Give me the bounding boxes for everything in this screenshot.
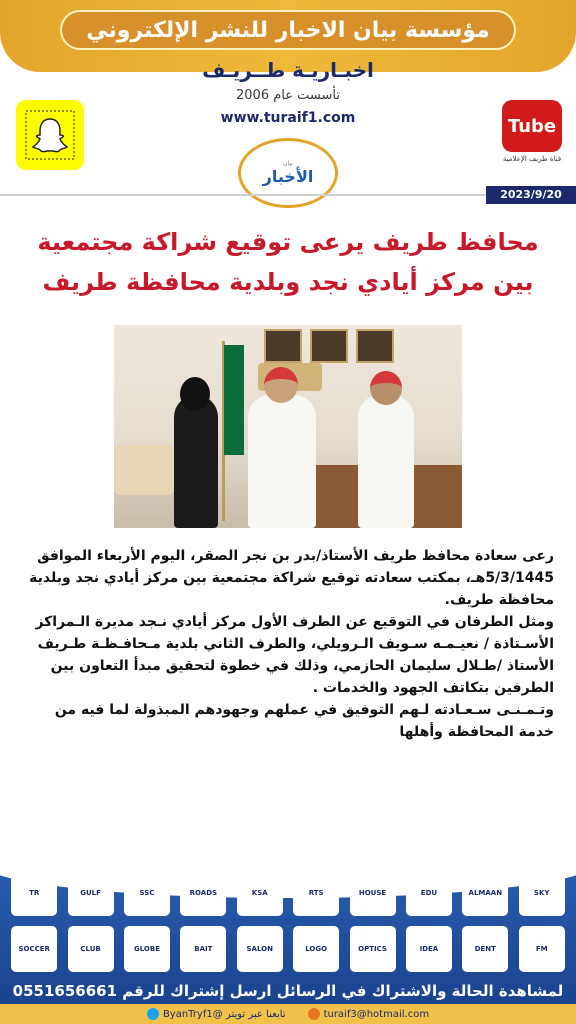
portrait-frame — [356, 329, 394, 363]
twitter-link[interactable] — [147, 1008, 286, 1020]
sponsor-logo[interactable]: BAIT — [180, 926, 226, 972]
sponsor-logo[interactable]: HOUSE — [350, 870, 396, 916]
logo-text: الأخبار — [262, 167, 314, 186]
armchair — [114, 445, 174, 495]
sponsor-row — [0, 870, 576, 916]
sponsor-logo[interactable]: CLUB — [68, 926, 114, 972]
sponsor-logo[interactable]: DENT — [462, 926, 508, 972]
sponsor-logo[interactable]: GLOBE — [124, 926, 170, 972]
sponsor-logo[interactable]: ROADS — [180, 870, 226, 916]
sponsor-logo[interactable]: KSA — [237, 870, 283, 916]
headline-line-2: بين مركز أيادي نجد وبلدية محافظة طريف — [42, 268, 534, 296]
date-divider — [0, 194, 486, 196]
youtube-channel[interactable] — [502, 100, 562, 170]
portrait-frame — [264, 329, 302, 363]
headline — [20, 222, 556, 302]
sponsor-logo[interactable]: FM — [519, 926, 565, 972]
org-name: مؤسسة بيان الاخبار للنشر الإلكتروني — [86, 17, 490, 43]
social-bar — [0, 1004, 576, 1024]
website-link[interactable]: www.turaif1.com — [220, 110, 356, 126]
brand-logo — [238, 138, 338, 208]
sponsor-logo[interactable]: RTS — [293, 870, 339, 916]
sub-title: اخبـاريـة طــريـف — [202, 58, 374, 82]
person-left — [174, 395, 218, 528]
person-left-head — [180, 377, 210, 411]
sponsor-logo[interactable]: ALMAAN — [462, 870, 508, 916]
youtube-label: Tube — [507, 115, 557, 137]
news-photo — [114, 325, 462, 528]
person-right — [358, 395, 414, 528]
article-paragraph: رعى سعادة محافظ طريف الأستاذ/بدر بن نجر الصقر، اليوم الأربعاء الموافق 5/3/1445هـ، بمكتب سعادته توقيع شراكة مجتمعية بين مركز أيادي نجد وبلدية محافظة طريف. — [29, 548, 554, 608]
date-badge: 2023/9/20 — [486, 186, 576, 204]
sponsor-logo[interactable]: TR — [11, 870, 57, 916]
twitter-icon — [147, 1008, 159, 1020]
person-middle — [248, 395, 316, 528]
sponsor-logo[interactable]: OPTICS — [350, 926, 396, 972]
snapchat-icon[interactable] — [16, 100, 84, 170]
org-name-banner — [60, 10, 516, 50]
article-paragraph: ومثل الطرفان في التوقيع عن الطرف الأول مركز أيادي نـجد مديرة الـمراكز الأسـتاذة / نعيـمـه سـويف الـرويلي، والطرف الثاني بلدية مـحافـظـة طـريف الأستاذ /طـلال سليمان الحازمي، وذلك في خطوة لتحقيق مبدأ التعاون بين الطرفين بتكاتف الجهود والخدمات . — [35, 614, 554, 696]
founded-text: تأسست عام 2006 — [236, 88, 340, 103]
portrait-frame — [310, 329, 348, 363]
article-paragraph: وتـمـنـى سـعـادته لـهم التوفيق في عملهم وجهودهم المبذولة لما فيه من خدمة المحافظة وأهلها — [54, 702, 554, 740]
sponsor-logo[interactable]: LOGO — [293, 926, 339, 972]
youtube-caption: قناة طريف الإعلامية — [502, 155, 562, 163]
twitter-handle: ByanTryf1@ تابعنا عبر تويتر — [162, 1008, 286, 1020]
sponsor-logo[interactable]: IDEA — [406, 926, 452, 972]
email-address: turaif3@hotmail.com — [323, 1008, 430, 1020]
sponsor-row — [0, 926, 576, 972]
logo-small-text: بيان — [283, 160, 293, 167]
youtube-icon — [502, 100, 562, 152]
sponsor-logo[interactable]: GULF — [68, 870, 114, 916]
email-link[interactable] — [308, 1008, 430, 1020]
sponsor-logo[interactable]: SSC — [124, 870, 170, 916]
sponsor-logo[interactable]: EDU — [406, 870, 452, 916]
email-icon — [308, 1008, 320, 1020]
person-middle-head — [264, 367, 298, 403]
headline-line-1: محافظ طريف يرعى توقيع شراكة مجتمعية — [37, 228, 539, 256]
subscribe-call-to-action: لمشاهدة الحالة والاشتراك في الرسائل ارسل إشتراك للرقم 0551656661 — [12, 982, 564, 1000]
sponsor-logo[interactable]: SKY — [519, 870, 565, 916]
sponsor-logo[interactable]: SALON — [237, 926, 283, 972]
sponsor-logo[interactable]: SOCCER — [11, 926, 57, 972]
sponsor-grid — [0, 870, 576, 982]
flag — [224, 345, 244, 455]
person-right-head — [370, 371, 402, 405]
article-body — [22, 545, 554, 743]
